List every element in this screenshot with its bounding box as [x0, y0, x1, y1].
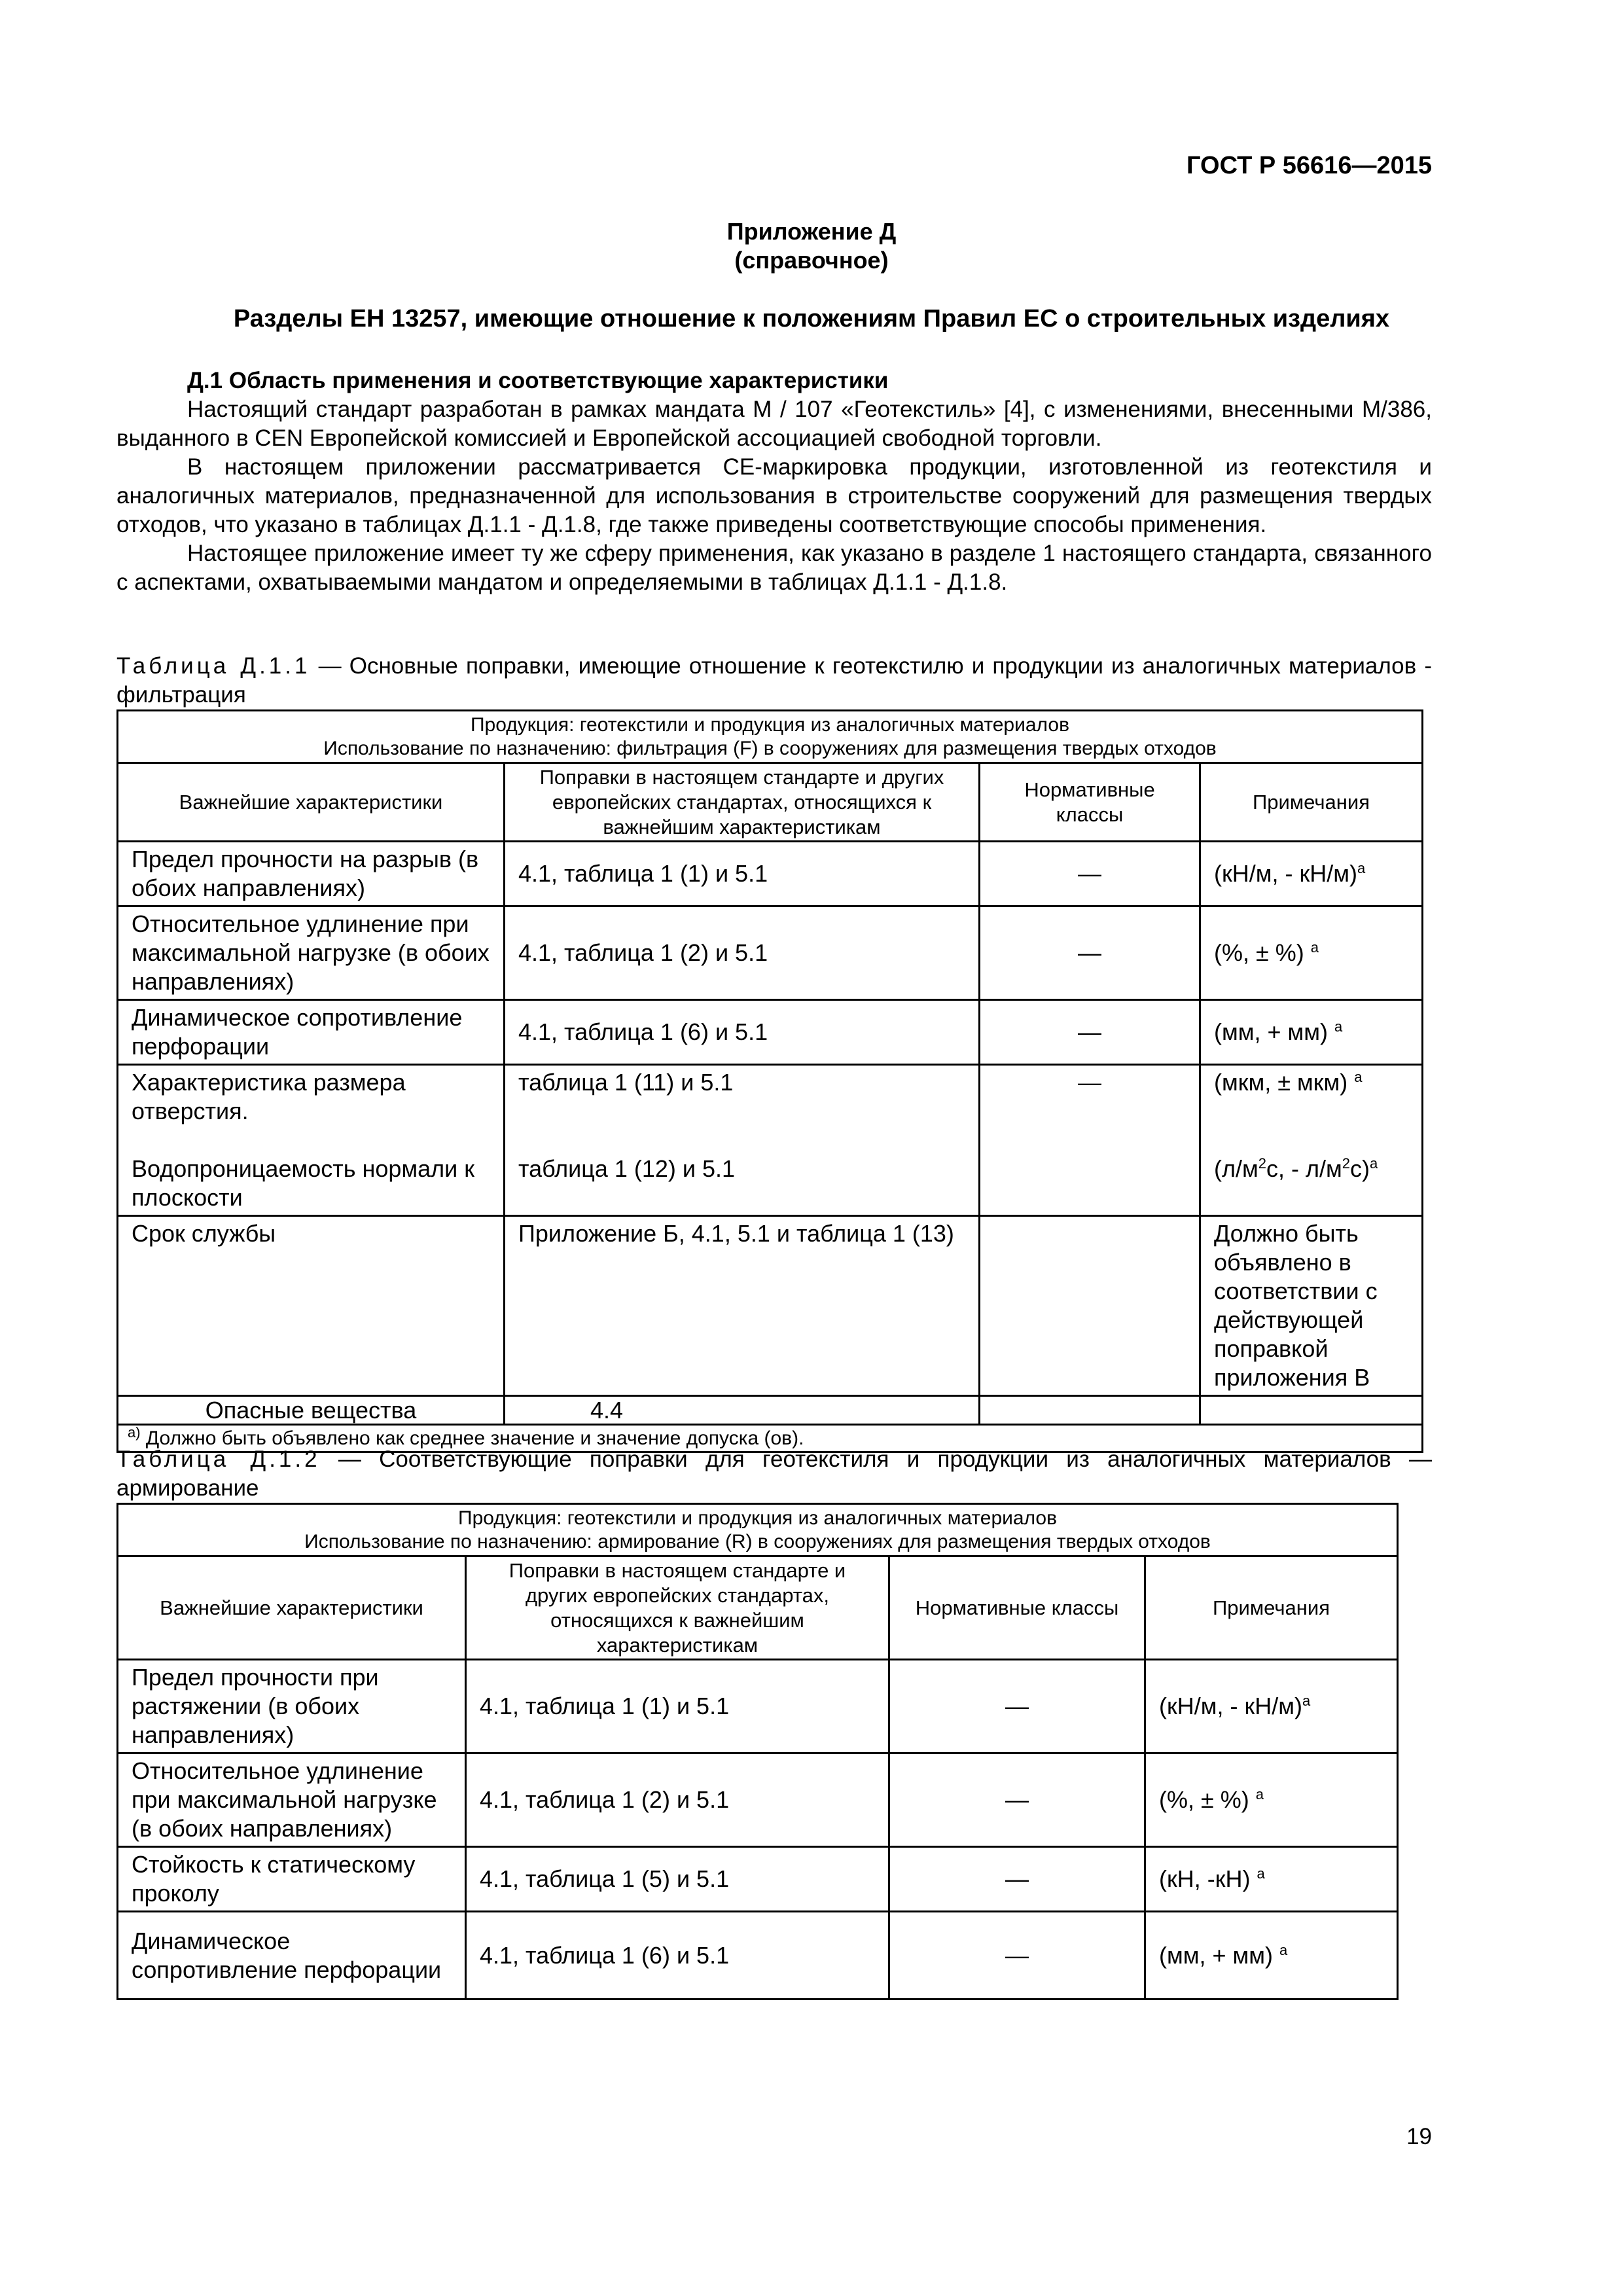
table-cell: [118, 1065, 505, 1216]
table-cell: (кН/м, - кН/м)$^a$: [1145, 1660, 1398, 1753]
table-cell: (кН/м, - кН/м)$^a$: [1200, 842, 1423, 906]
table-row: [118, 906, 1423, 1000]
table-cell: 4.1, таблица 1 (6) и 5.1: [505, 1000, 980, 1065]
table-cell: —: [980, 1065, 1200, 1216]
paragraph-3: Настоящее приложение имеет ту же сферу применения, как указано в разделе 1 настоящего стандарта, связанного с аспектами, охватываемыми мандатом и определяемыми в таблицах Д.1.1 - Д.1.8.: [116, 541, 1432, 595]
table-cell: 4.1, таблица 1 (2) и 5.1: [466, 1753, 889, 1847]
table-cell: Опасные вещества: [118, 1396, 505, 1425]
table-cell: —: [889, 1753, 1145, 1847]
table2-caption-label: Таблица Д.1.2: [116, 1446, 321, 1472]
table-cell: —: [980, 906, 1200, 1000]
table-cell: (%, ± %) $^a$: [1200, 906, 1423, 1000]
table-cell: (%, ± %) $^a$: [1145, 1753, 1398, 1847]
table-row: [118, 711, 1423, 763]
table-cell: 4.1, таблица 1 (1) и 5.1: [466, 1660, 889, 1753]
document-id: ГОСТ Р 56616—2015: [1186, 152, 1432, 179]
table2-caption: [116, 1445, 1432, 1503]
table-cell: (кН, -кН) $^a$: [1145, 1847, 1398, 1912]
table-cell: —: [889, 1660, 1145, 1753]
cell-line: таблица 1 (11) и 5.1: [518, 1069, 734, 1096]
table-footnote: $^{а)}$ Должно быть объявлено как среднее значение и значение допуска (ов).: [118, 1425, 1423, 1452]
table-row: [118, 1912, 1398, 2000]
table-cell: (мм, + мм) $^a$: [1200, 1000, 1423, 1065]
column-header: Важнейшие характеристики: [118, 763, 505, 842]
table-row: [118, 1065, 1423, 1216]
table-d1-1: [116, 709, 1423, 1453]
table-cell: [1200, 1396, 1423, 1425]
column-header: Важнейшие характеристики: [118, 1556, 466, 1660]
table-product-usage: [118, 711, 1423, 763]
cell-line: Водопроницаемость нормали к плоскости: [132, 1155, 475, 1211]
table-row: [118, 1504, 1398, 1556]
section-heading: Д.1 Область применения и соответствующие характеристики: [187, 368, 889, 393]
table-cell: Предел прочности на разрыв (в обоих направлениях): [118, 842, 505, 906]
table-cell: 4.1, таблица 1 (6) и 5.1: [466, 1912, 889, 2000]
table-cell: —: [980, 842, 1200, 906]
table-d1-2: [116, 1503, 1399, 2000]
table-cell: 4.1, таблица 1 (2) и 5.1: [505, 906, 980, 1000]
column-header: Примечания: [1145, 1556, 1398, 1660]
cell-line: таблица 1 (12) и 5.1: [518, 1155, 736, 1182]
table-cell: Срок службы: [118, 1216, 505, 1396]
column-header: Нормативные классы: [980, 763, 1200, 842]
table-cell: Приложение Б, 4.1, 5.1 и таблица 1 (13): [505, 1216, 980, 1396]
column-header: Нормативные классы: [889, 1556, 1145, 1660]
page-title: Разделы ЕН 13257, имеющие отношение к положениям Правил ЕС о строительных изделиях: [233, 305, 1390, 332]
cell-line: Характеристика размера отверстия.: [132, 1069, 406, 1124]
column-header: Поправки в настоящем стандарте и других европейских стандартах, относящихся к важнейшим характеристикам: [505, 763, 980, 842]
table-cell: (мм, + мм) $^a$: [1145, 1912, 1398, 2000]
section-d1: [116, 367, 1432, 597]
table-row: [118, 1660, 1398, 1753]
table-cell: Стойкость к статическому проколу: [118, 1847, 466, 1912]
table-cell: [980, 1216, 1200, 1396]
usage-line: Использование по назначению: армирование (R) в сооружениях для размещения твердых отходов: [304, 1530, 1211, 1552]
table1-caption-text: — Основные поправки, имеющие отношение к геотекстилю и продукции из аналогичных материалов - фильтрация: [116, 653, 1433, 708]
table-cell: [505, 1065, 980, 1216]
table-header-row: [118, 763, 1423, 842]
table-cell: Относительное удлинение при максимальной нагрузке (в обоих направлениях): [118, 906, 505, 1000]
table-cell: [980, 1396, 1200, 1425]
table-row: [118, 842, 1423, 906]
table-cell: Относительное удлинение при максимальной нагрузке (в обоих направлениях): [118, 1753, 466, 1847]
appendix-heading: [0, 217, 1623, 275]
table-row: [118, 1000, 1423, 1065]
column-header: Поправки в настоящем стандарте и других европейских стандартах, относящихся к важнейшим характеристикам: [466, 1556, 889, 1660]
table-header-row: [118, 1556, 1398, 1660]
usage-line: Использование по назначению: фильтрация (F) в сооружениях для размещения твердых отходов: [323, 737, 1217, 759]
product-line: Продукция: геотекстили и продукция из аналогичных материалов: [458, 1507, 1058, 1529]
table-cell: Динамическое сопротивление перфорации: [118, 1912, 466, 2000]
product-line: Продукция: геотекстили и продукция из аналогичных материалов: [470, 713, 1070, 736]
table-cell: Динамическое сопротивление перфорации: [118, 1000, 505, 1065]
table-cell: —: [980, 1000, 1200, 1065]
table-row: [118, 1847, 1398, 1912]
table-cell: 4.4: [505, 1396, 980, 1425]
table-cell: Должно быть объявлено в соответствии с действующей поправкой приложения В: [1200, 1216, 1423, 1396]
table-cell: —: [889, 1912, 1145, 2000]
table-cell: 4.1, таблица 1 (1) и 5.1: [505, 842, 980, 906]
cell-line: (мкм, ± мкм) $^a$: [1214, 1069, 1363, 1096]
table-cell: —: [889, 1847, 1145, 1912]
column-header: Примечания: [1200, 763, 1423, 842]
table2-caption-text: — Соответствующие поправки для геотекстиля и продукции из аналогичных материалов — армирование: [116, 1446, 1432, 1501]
paragraph-2: В настоящем приложении рассматривается СЕ-маркировка продукции, изготовленной из геотекстиля и аналогичных материалов, предназначенной для использования в строительстве сооружений для размещения твердых отходов, что указано в таблицах Д.1.1 - Д.1.8, где также приведены соответствующие способы применения.: [116, 454, 1432, 537]
table1-caption-label: Таблица Д.1.1: [116, 653, 311, 679]
table-cell: [1200, 1065, 1423, 1216]
appendix-label: Приложение Д: [726, 218, 897, 245]
table-product-usage: [118, 1504, 1398, 1556]
table-cell: 4.1, таблица 1 (5) и 5.1: [466, 1847, 889, 1912]
table-row: [118, 1216, 1423, 1396]
table1-caption: [116, 652, 1432, 709]
appendix-type: (справочное): [734, 247, 889, 274]
paragraph-1: Настоящий стандарт разработан в рамках мандата М / 107 «Геотекстиль» [4], с изменениями, внесенными М/386, выданного в CEN Европейской комиссией и Европейской ассоциацией свободной торговли.: [116, 397, 1432, 451]
table-row: [118, 1753, 1398, 1847]
table-row: [118, 1396, 1423, 1425]
table-cell: Предел прочности при растяжении (в обоих направлениях): [118, 1660, 466, 1753]
cell-line: ($л/м^2с$, - $л/м^2с)^a$: [1214, 1155, 1378, 1182]
page-number: 19: [1406, 2124, 1432, 2149]
